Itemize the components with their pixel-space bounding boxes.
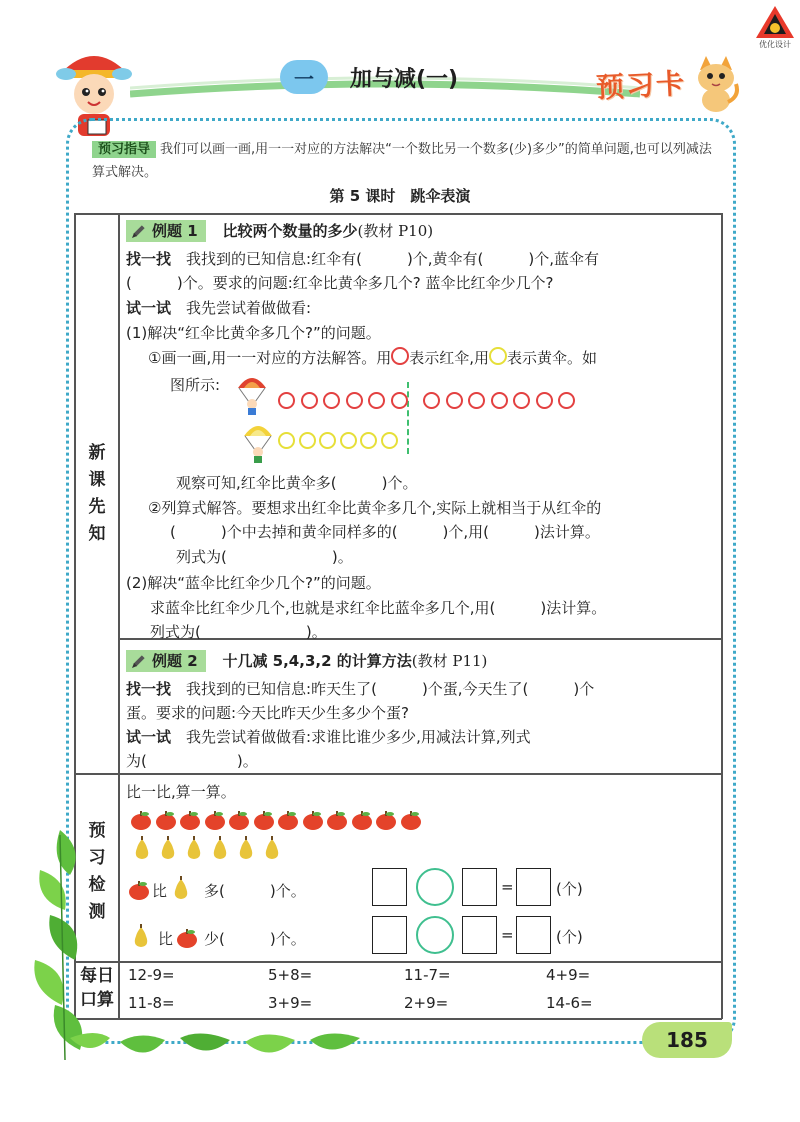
yellow-circle-symbol: [489, 347, 507, 365]
section-label-daily-1: 每日: [80, 966, 114, 986]
example1-find-line1: [126, 248, 599, 269]
red-bubble: [323, 392, 340, 409]
daily-problem: 11-8=: [128, 994, 175, 1012]
daily-problem: 5+8=: [268, 966, 313, 984]
pear-icon: [185, 836, 203, 860]
example1-q1: (1)解决“红伞比黄伞多几个?”的问题。: [126, 324, 381, 342]
table-border-right: [721, 213, 723, 1019]
brand-logo: [752, 4, 798, 50]
example1-q2-line1: 求蓝伞比红伞少几个,也就是求红伞比蓝伞多几个,用( )法计算。: [150, 599, 607, 617]
example2-ref: (教材 P11): [411, 652, 488, 670]
example2-find-text1: 我找到的已知信息:昨天生了( )个蛋,今天生了( )个: [186, 680, 595, 698]
yellow-parachute-icon: [242, 420, 274, 464]
answer-box-2a[interactable]: [372, 916, 407, 954]
section-label-new-lesson: 新课先知: [88, 443, 106, 544]
answer-box-1a[interactable]: [372, 868, 407, 906]
yellow-bubble: [278, 432, 295, 449]
example1-q2-line2: 列式为( )。: [150, 623, 327, 641]
compare2-mid: 比: [158, 930, 174, 948]
example1-q2: (2)解决“蓝伞比红伞少几个?”的问题。: [126, 574, 381, 592]
yellow-bubble: [360, 432, 377, 449]
red-bubble: [301, 392, 318, 409]
apple-icon: [253, 810, 275, 830]
example2-find-label: 找一找: [126, 680, 172, 698]
guide-text: 我们可以画一画,用一一对应的方法解决“一个数比另一个数多(少)多少”的简单问题,也可以列减法算式解决。: [92, 142, 712, 180]
example1-tag-text: 例题 1: [152, 222, 198, 240]
operator-circle-2[interactable]: [416, 916, 454, 954]
table-border-top: [74, 213, 722, 215]
example1-step1-b: 表示红伞,用: [409, 349, 489, 367]
pear-icon: [132, 924, 150, 948]
example1-ref: (教材 P10): [357, 222, 434, 240]
preview-instruction: 比一比,算一算。: [126, 783, 236, 801]
apple-icon: [302, 810, 324, 830]
example2-try-line2: 为( )。: [126, 752, 258, 770]
example1-step2-line1: ②列算式解答。要想求出红伞比黄伞多几个,实际上就相当于从红伞的: [148, 499, 602, 517]
apple-icon: [204, 810, 226, 830]
example2-try-label: 试一试: [126, 728, 172, 746]
equals-sign-1: =: [501, 878, 514, 896]
red-bubble: [558, 392, 575, 409]
apple-icon: [128, 880, 150, 900]
table-column-divider: [118, 213, 120, 1019]
red-bubble: [513, 392, 530, 409]
red-bubble: [491, 392, 508, 409]
pear-icon: [211, 836, 229, 860]
correspondence-dashed-line: [407, 382, 409, 454]
example1-step1: [148, 347, 597, 368]
red-bubble: [536, 392, 553, 409]
example1-title: 比较两个数量的多少: [222, 222, 358, 240]
apple-icon: [326, 810, 348, 830]
table-row-divider-3: [74, 961, 722, 963]
example1-tag: [126, 220, 206, 242]
red-circle-symbol: [391, 347, 409, 365]
pear-icon: [263, 836, 281, 860]
leaf-decoration-icon: [70, 1028, 370, 1068]
compare1-mid: 比: [152, 882, 168, 900]
compare2-end: 少( )个。: [204, 930, 306, 948]
example1-fig-caption: 图所示:: [170, 376, 221, 394]
section-label-preview: 预习检测: [88, 821, 106, 922]
daily-problem: 11-7=: [404, 966, 451, 984]
example1-step2-line3: 列式为( )。: [176, 548, 353, 566]
example2-find-line1: [126, 678, 594, 699]
yellow-bubble: [340, 432, 357, 449]
pencil-icon: [131, 223, 147, 239]
example2-try-line: [126, 726, 531, 747]
answer-box-2b[interactable]: [462, 916, 497, 954]
pear-icon: [172, 876, 190, 900]
answer-box-1b[interactable]: [462, 868, 497, 906]
red-bubble: [468, 392, 485, 409]
red-bubble: [391, 392, 408, 409]
preview-guide: [92, 138, 720, 184]
example1-header: [126, 220, 433, 241]
example1-find-label: 找一找: [126, 250, 172, 268]
example2-find-line2: 蛋。要求的问题:今天比昨天少生多少个蛋?: [126, 704, 410, 722]
card-label: 预习卡: [595, 66, 687, 105]
example1-find-text1: 我找到的已知信息:红伞有( )个,黄伞有( )个,蓝伞有: [186, 250, 600, 268]
unit-label-2: (个): [556, 928, 583, 946]
brand-text: 优化设计: [759, 40, 791, 49]
apple-icon: [130, 810, 152, 830]
daily-problem: 3+9=: [268, 994, 313, 1012]
example1-step2-line2: ( )个中去掉和黄伞同样多的( )个,用( )法计算。: [170, 523, 600, 541]
example1-find-line2: ( )个。要求的问题:红伞比黄伞多几个? 蓝伞比红伞少几个?: [126, 274, 554, 292]
red-bubble: [346, 392, 363, 409]
red-parachute-icon: [236, 372, 268, 416]
red-bubble: [446, 392, 463, 409]
unit-number-badge: 一: [280, 60, 328, 94]
example2-title: 十几减 5,4,3,2 的计算方法: [222, 652, 412, 670]
apple-icon: [228, 810, 250, 830]
guide-tag: 预习指导: [92, 141, 156, 158]
pear-icon: [237, 836, 255, 860]
apple-icon: [351, 810, 373, 830]
example1-observe: 观察可知,红伞比黄伞多( )个。: [176, 474, 418, 492]
pear-icon: [133, 836, 151, 860]
apple-icon: [400, 810, 422, 830]
example1-step1-c: 表示黄伞。如: [507, 349, 598, 367]
example2-tag: [126, 650, 206, 672]
table-border-bottom: [74, 1018, 722, 1020]
unit-title: 加与减(一): [350, 67, 459, 92]
red-bubble: [423, 392, 440, 409]
yellow-bubble: [381, 432, 398, 449]
example1-try-line: [126, 297, 311, 318]
daily-problem: 2+9=: [404, 994, 449, 1012]
lesson-title: 第 5 课时 跳伞表演: [329, 187, 471, 205]
pencil-icon: [131, 653, 147, 669]
daily-problem: 12-9=: [128, 966, 175, 984]
yellow-bubble: [299, 432, 316, 449]
apple-icon: [176, 928, 198, 948]
example2-tag-text: 例题 2: [152, 652, 198, 670]
compare1-end: 多( )个。: [204, 882, 306, 900]
example2-try-text: 我先尝试着做做看:求谁比谁少多少,用减法计算,列式: [186, 728, 531, 746]
example1-try-text: 我先尝试着做做看:: [186, 299, 312, 317]
red-bubble: [278, 392, 295, 409]
apple-icon: [155, 810, 177, 830]
apple-icon: [375, 810, 397, 830]
red-bubble: [368, 392, 385, 409]
cat-mascot-icon: [690, 54, 742, 114]
section-label-daily-2: 口算: [80, 990, 114, 1010]
example1-step1-a: ①画一画,用一一对应的方法解答。用: [148, 349, 392, 367]
apple-icon: [277, 810, 299, 830]
pear-icon: [159, 836, 177, 860]
answer-box-1c[interactable]: [516, 868, 551, 906]
example1-try-label: 试一试: [126, 299, 172, 317]
unit-label-1: (个): [556, 880, 583, 898]
yellow-bubble: [319, 432, 336, 449]
apple-icon: [179, 810, 201, 830]
page-number: 185: [642, 1022, 732, 1058]
operator-circle-1[interactable]: [416, 868, 454, 906]
daily-problem: 4+9=: [546, 966, 591, 984]
example2-header: [126, 650, 487, 671]
table-row-divider-2: [74, 773, 722, 775]
daily-problem: 14-6=: [546, 994, 593, 1012]
equals-sign-2: =: [501, 926, 514, 944]
answer-box-2c[interactable]: [516, 916, 551, 954]
